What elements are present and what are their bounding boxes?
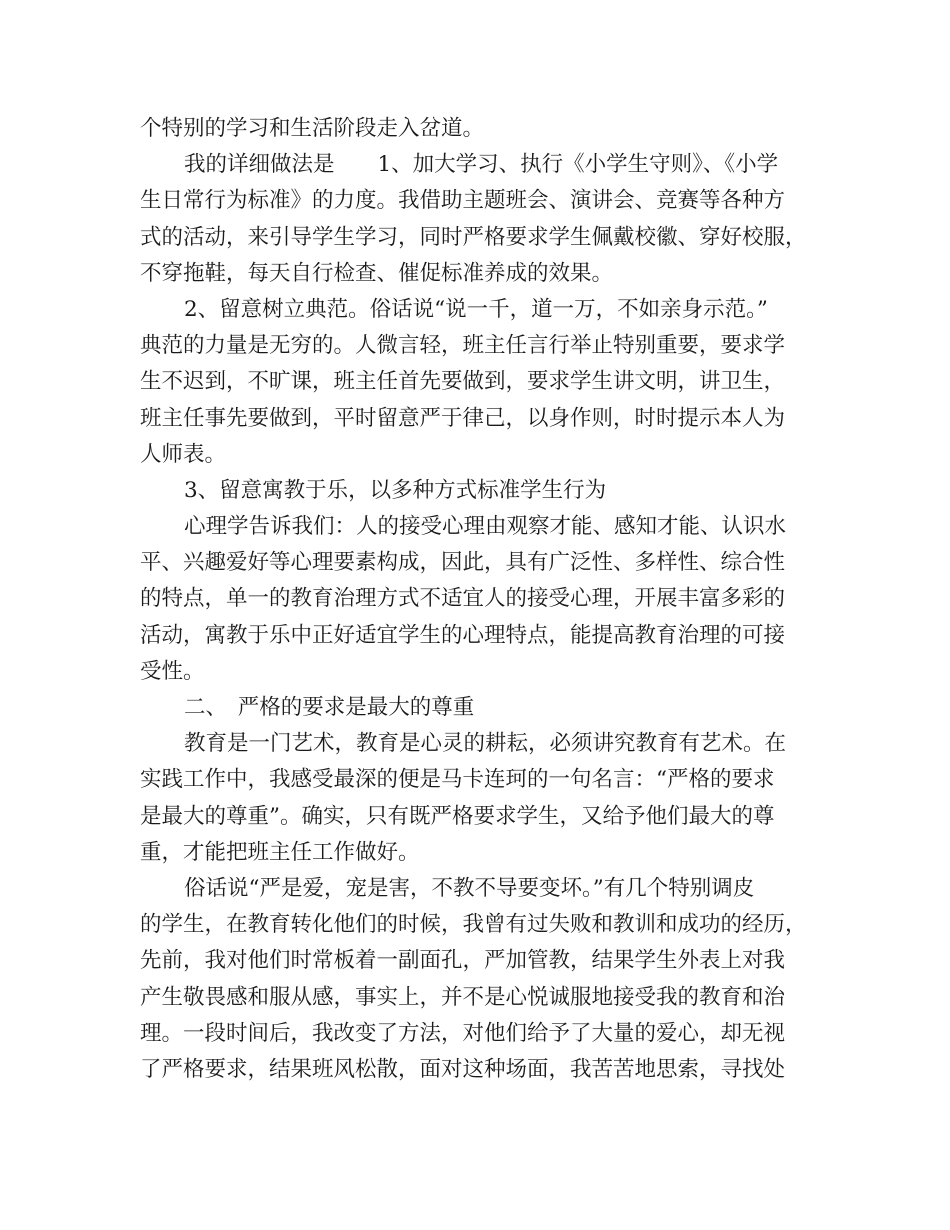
text-line: 人师表。 [140, 441, 227, 467]
text-line: 不穿拖鞋，每天自行检查、催促标准养成的效果。 [140, 260, 614, 286]
text-line: 是最大的尊重”。确实，只有既严格要求学生，又给予他们最大的尊 [140, 803, 775, 829]
text-line: 我的详细做法是 1、加大学习、执行《小学生守则》、《小学 [184, 152, 779, 178]
text-line: 心理学告诉我们：人的接受心理由观察才能、感知才能、认识水 [184, 514, 787, 540]
text-line: 个特别的学习和生活阶段走入岔道。 [140, 116, 485, 141]
text-line: 实践工作中，我感受最深的便是马卡连珂的一句名言：“严格的要求 [140, 767, 775, 793]
text-line: 的特点，单一的教育治理方式不适宜人的接受心理，开展丰富多彩的 [140, 586, 786, 612]
text-line: 式的活动，来引导学生学习，同时严格要求学生佩戴校徽、穿好校服， [140, 224, 807, 250]
text-line: 生日常行为标准》的力度。我借助主题班会、演讲会、竞赛等各种方 [140, 188, 786, 214]
text-line: 活动，寓教于乐中正好适宜学生的心理特点，能提高教育治理的可接 [140, 622, 786, 648]
text-line: 教育是一门艺术，教育是心灵的耕耘，必须讲究教育有艺术。在 [184, 731, 787, 757]
text-line: 产生敬畏感和服从感，事实上，并不是心悦诚服地接受我的教育和治 [140, 984, 786, 1010]
text-line: 了严格要求，结果班风松散，面对这种场面，我苦苦地思索，寻找处 [140, 1056, 786, 1082]
text-line: 先前，我对他们时常板着一副面孔，严加管教，结果学生外表上对我 [140, 948, 786, 974]
text-line: 班主任事先要做到，平时留意严于律己，以身作则，时时提示本人为 [140, 405, 786, 431]
text-line: 的学生，在教育转化他们的时候，我曾有过失败和教训和成功的经历， [140, 912, 807, 938]
text-line: 平、兴趣爱好等心理要素构成，因此，具有广泛性、多样性、综合性 [140, 550, 786, 576]
text-line: 典范的力量是无穷的。人微言轻，班主任言行举止特别重要，要求学 [140, 333, 786, 359]
text-line: 俗话说“严是爱，宠是害，不教不导要变坏。”有几个特别调皮 [184, 875, 755, 901]
text-line: 重，才能把班主任工作做好。 [140, 839, 420, 865]
text-line: 2、留意树立典范。俗话说“说一千，道一万，不如亲身示范。” [184, 296, 768, 322]
text-line: 生不迟到，不旷课，班主任首先要做到，要求学生讲文明，讲卫生， [140, 369, 786, 395]
text-line: 理。一段时间后，我改变了方法，对他们给予了大量的爱心，却无视 [140, 1020, 786, 1046]
text-line: 3、留意寓教于乐，以多种方式标准学生行为 [184, 477, 607, 503]
document-body [140, 111, 810, 1088]
section-heading: 二、 严格的要求是最大的尊重 [184, 695, 475, 720]
text-line: 受性。 [140, 658, 205, 684]
